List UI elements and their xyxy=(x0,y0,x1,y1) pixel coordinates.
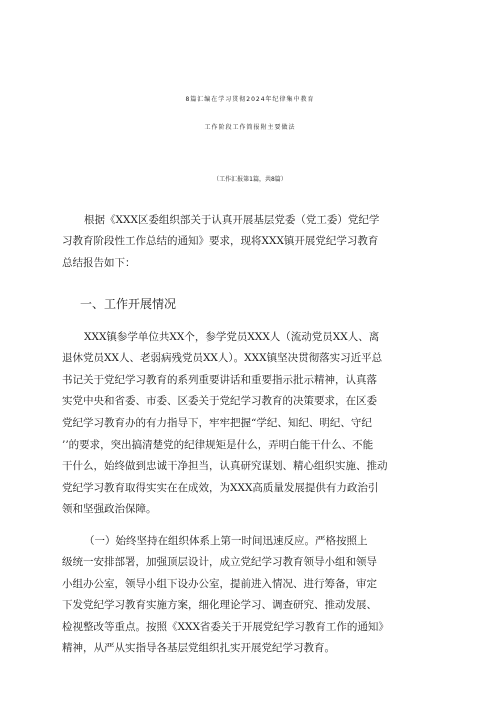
paragraph-line: （一）始终坚持在组织体系上第一时间迅速反应。严格按照上 xyxy=(84,535,368,547)
document-title-line-1: 8篇汇编在学习贯彻2024年纪律集中教育 xyxy=(185,96,315,103)
paragraph-line: 党纪学习教育办的有力指导下，牢牢把握“学纪、知纪、明纪、守纪 xyxy=(62,417,372,429)
paragraph-line: 领和坚强政治保障。 xyxy=(62,503,157,515)
paragraph-line: 实党中央和省委、市委、区委关于党纪学习教育的决策要求，在区委 xyxy=(62,395,377,407)
paragraph-line: 书记关于党纪学习教育的系列重要讲话和重要指示批示精神，认真落 xyxy=(62,374,377,386)
section-heading: 一、工作开展情况 xyxy=(80,297,177,311)
paragraph-line: 干什么，始终做到忠诚干净担当，认真研究谋划、精心组织实施、推动 xyxy=(62,460,388,472)
paragraph-line: 精神，从严从实指导各基层党组织扎实开展党纪学习教育。 xyxy=(62,642,335,654)
paragraph-line: 退休党员XX人、老弱病残党员XX人）。XXX镇坚决贯彻落实习近平总 xyxy=(62,352,383,364)
document-title-line-2: 工作阶段工作简报附主要做法 xyxy=(204,124,296,131)
paragraph-line: 级统一安排部署，加强顶层设计，成立党纪学习教育领导小组和领导 xyxy=(62,556,377,568)
paragraph-line: ’’的要求，突出搞清楚党的纪律规矩是什么，弄明白能干什么、不能 xyxy=(62,439,374,451)
paragraph-line: 小组办公室，领导小组下设办公室，提前进入情况、进行筹备，审定 xyxy=(62,578,377,590)
intro-line: 习教育阶段性工作总结的通知》要求，现将XXX镇开展党纪学习教育 xyxy=(62,235,379,247)
paragraph-line: 检视整改等重点。按照《XXX省委关于开展党纪学习教育工作的通知》 xyxy=(62,621,389,633)
intro-line: 总结报告如下： xyxy=(62,257,136,269)
paragraph-line: 党纪学习教育取得实实在在成效，为XXX高质量发展提供有力政治引 xyxy=(62,482,379,494)
paragraph-line: 下发党纪学习教育实施方案，细化理论学习、调查研究、推动发展、 xyxy=(62,599,377,611)
document-subtitle: （工作汇报第1篇，共8篇） xyxy=(213,176,287,183)
paragraph-line: XXX镇参学单位共XX个，参学党员XXX人（流动党员XX人、离 xyxy=(84,331,380,343)
intro-line: 根据《XXX区委组织部关于认真开展基层党委（党工委）党纪学 xyxy=(84,214,380,226)
